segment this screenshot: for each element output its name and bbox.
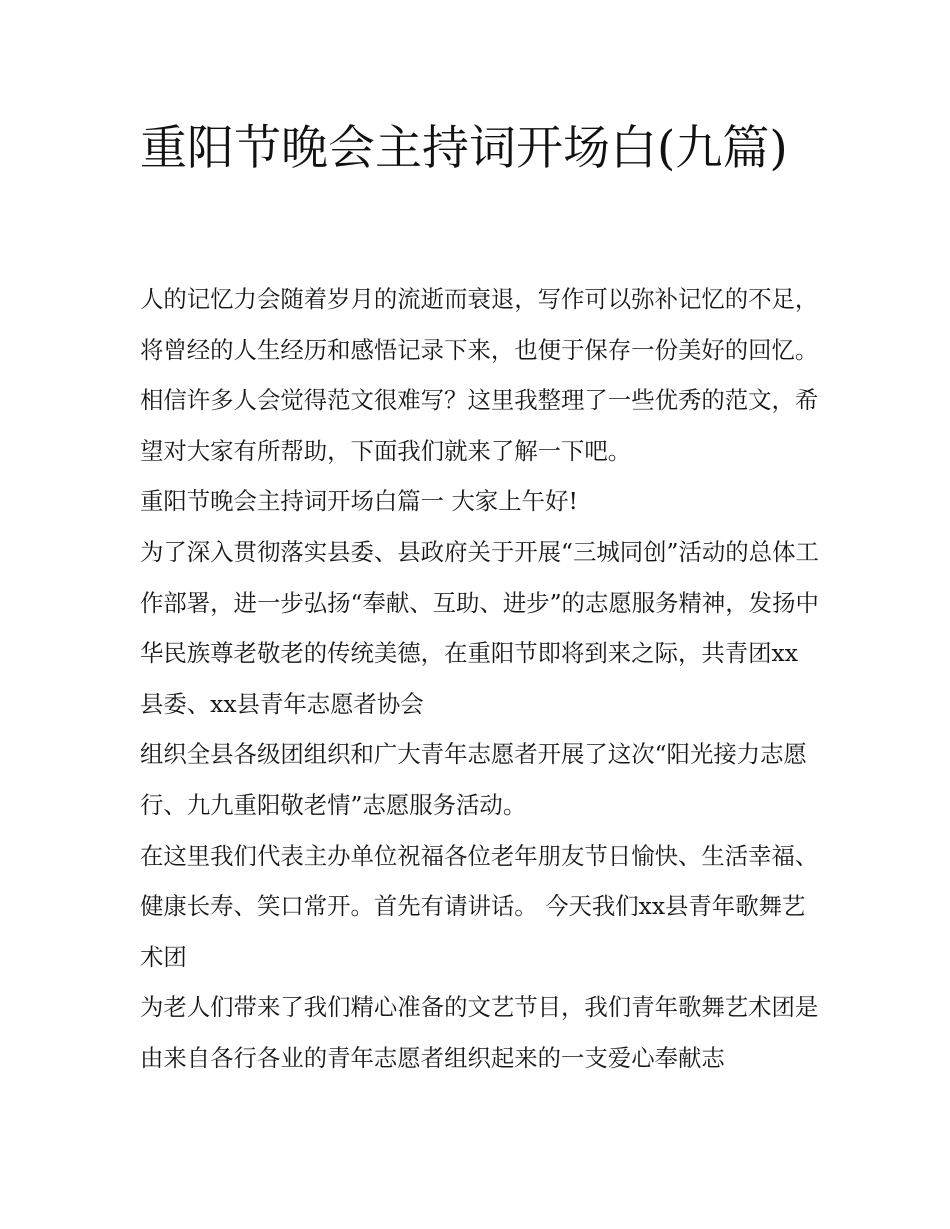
paragraph-performance: 为老人们带来了我们精心准备的文艺节目，我们青年歌舞艺术团是由来自各行各业的青年志愿者组织起来的一支爱心奉献志 bbox=[140, 993, 819, 1072]
paragraph-blessing: 在这里我们代表主办单位祝福各位老年朋友节日愉快、生活幸福、健康长寿、笑口常开。首先有请讲话。 今天我们xx县青年歌舞艺术团 bbox=[140, 841, 819, 971]
paragraph-purpose: 为了深入贯彻落实县委、县政府关于开展“三城同创”活动的总体工作部署，进一步弘扬“奉献、互助、进步”的志愿服务精神，发扬中华民族尊老敬老的传统美德，在重阳节即将到来之际，共青团xx县委、xx县青年志愿者协会 bbox=[140, 537, 819, 718]
paragraph-greeting: 重阳节晚会主持词开场白篇一 大家上午好! bbox=[140, 487, 578, 516]
paragraph-intro: 人的记忆力会随着岁月的流逝而衰退，写作可以弥补记忆的不足，将曾经的人生经历和感悟记录下来，也便于保存一份美好的回忆。相信许多人会觉得范文很难写？这里我整理了一些优秀的范文，希望对大家有所帮助，下面我们就来了解一下吧。 bbox=[140, 285, 819, 465]
document-body bbox=[140, 274, 820, 1084]
document-title: 重阳节晚会主持词开场白(九篇) bbox=[140, 121, 788, 176]
paragraph-organize: 组织全县各级团组织和广大青年志愿者开展了这次“阳光接力志愿行、九九重阳敬老情”志愿服务活动。 bbox=[140, 740, 807, 819]
